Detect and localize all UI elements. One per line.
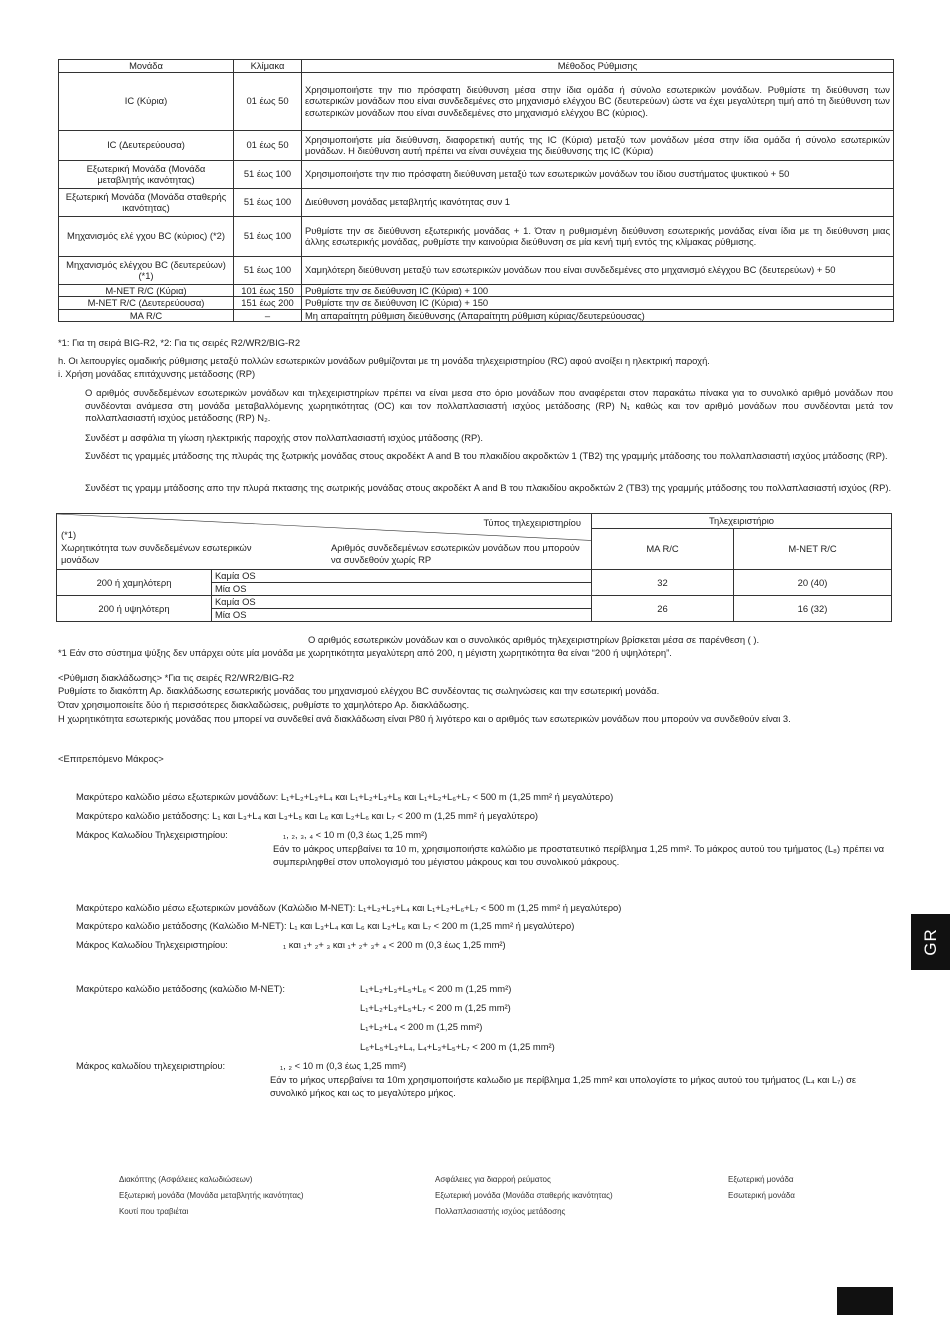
rp-paragraph-3: Συνδέστ τις γραμμές μτάδοσης της πλυράς της ξωτρικής μονάδας στους ακροδέκτ A and B του πλακιδίου ακροδκτών 1 (TB2) της γραμμής μτάδοσης του πολλαπλασιαστή ισχύος μτάδοσης (RP). <box>85 450 888 461</box>
table-header-row <box>59 60 894 73</box>
note-marker: (*1) <box>61 529 77 540</box>
cell-unit: Εξωτερική Μονάδα (Μονάδα σταθερής ικανότητας) <box>59 188 234 216</box>
rp-units-table <box>56 513 892 622</box>
diagonal-header-cell <box>57 514 592 570</box>
rp-paragraph-1: Ο αριθμός συνδεδεμένων εσωτερικών μονάδων και τηλεχειριστηρίων πρέπει να είναι μεσα στο όριο μονάδων που αναφέρεται στον παρακάτω πίνακα για το συνολικό αριθμό μονάδων που συνδέονται ανάμεσα στη μονάδα μεταβαλλόμενης χωρητικότητας (OC) και τον πολλαπλασιαστή ισχύος μετάδοσης (RP) N₁ καθώς και τον αριθμό μονάδων που συνδέονται μετά τον πολλαπλασιαστή ισχύος μετάδοσης (RP) N₂. <box>85 387 893 424</box>
cell-unit: IC (Κύρια) <box>59 72 234 130</box>
unit-count-label: Αριθμός συνδεδεμένων εσωτερικών μονάδων που μπορούν να συνδεθούν χωρίς RP <box>331 542 580 565</box>
cell-unit: MA R/C <box>59 309 234 322</box>
cell-range: 01 έως 50 <box>234 72 302 130</box>
table2-footnote: *1 Εάν στο σύστημα ψύξης δεν υπάρχει ούτε μία μονάδα με χωρητικότητα μεγαλύτερη από 200, η μέγιστη χωρητικότητα θα είναι “200 ή υψηλότερη”. <box>58 647 672 658</box>
cell-range: 151 έως 200 <box>234 297 302 310</box>
remote-header: Τηλεχειριστήριο <box>592 514 892 529</box>
col-header-method: Μέθοδος Ρύθμισης <box>302 60 894 73</box>
cell-unit: M-NET R/C (Δευτερεύουσα) <box>59 297 234 310</box>
cell-range: 01 έως 50 <box>234 130 302 160</box>
table-row <box>59 160 894 188</box>
legend-item: Εξωτερική μονάδα (Μονάδα σταθερής ικανότητας) <box>435 1191 613 1200</box>
cell-range: 51 έως 100 <box>234 216 302 256</box>
block3-note: Εάν το μήκος υπερβαίνει τα 10m χρησιμοποιήστε καλωδιο με περίβλημα 1,25 mm² και υπολογίστε το μήκος αυτού του τμήματος (L₄ και L₇) σε συνολικό μήκος και ως το μεγαλύτερο μήκος. <box>270 1074 857 1098</box>
block3-label: Μακρύτερο καλώδιο μετάδοσης (καλώδιο M-NET): <box>76 983 286 994</box>
cell-os: Μία OS <box>212 609 592 622</box>
block3-formula-1: L₁+L₂+L₃+L₅+L₆ < 200 m (1,25 mm²) <box>360 983 512 994</box>
branch-title: <Ρύθμιση διακλάδωσης> *Για τις σειρές R2/WR2/BIG-R2 <box>58 672 295 683</box>
cell-range: 51 έως 100 <box>234 160 302 188</box>
table-row <box>59 72 894 130</box>
block1-line-1: Μακρύτερο καλώδιο μέσω εξωτερικών μονάδων: L₁+L₂+L₃+L₄ και L₁+L₂+L₃+L₅ και L₁+L₂+L₆+L₇ < 500 m (1,25 mm² ή μεγαλύτερο) <box>76 791 614 802</box>
legend-item: Εξωτερική μονάδα <box>728 1175 794 1184</box>
cell-unit: Εξωτερική Μονάδα (Μονάδα μεταβλητής ικανότητας) <box>59 160 234 188</box>
table1-footnote: *1: Για τη σειρά BIG-R2, *2: Για τις σειρές R2/WR2/BIG-R2 <box>58 337 301 348</box>
page-number-box <box>837 1287 893 1315</box>
table2-paren-note: Ο αριθμός εσωτερικών μονάδων και ο συνολικός αριθμός τηλεχειριστηρίων βρίσκεται μέσα σε παρένθεση ( ). <box>308 634 760 645</box>
table-header-row <box>57 514 892 529</box>
capacity-label: Χωρητικότητα των συνδεδεμένων εσωτερικών μονάδων <box>61 542 252 565</box>
cell-capacity: 200 ή υψηλότερη <box>57 596 212 622</box>
remote-type-label: Τύπος τηλεχειριστηρίου <box>483 517 581 528</box>
branch-line-1: Ρυθμίστε το διακόπτη Αρ. διακλάδωσης εσωτερικής μονάδας του μηχανισμού ελέγχου BC συνδέοντας τις σωληνώσεις και την εσωτερική μονάδα. <box>58 685 660 696</box>
language-tab <box>911 914 950 970</box>
branch-line-3: Η χωρητικότητα εσωτερικής μονάδας που μπορεί να συνδεθεί ανά διακλάδωση είναι P80 ή λιγότερο και ο αριθμός των εσωτερικών μονάδων που μπορούν να συνδεθούν είναι 3. <box>58 713 791 724</box>
cell-method: Ρυθμίστε την σε διεύθυνση IC (Κύρια) + 150 <box>302 297 894 310</box>
table-row <box>59 188 894 216</box>
block2-line-2: Μακρύτερο καλώδιο μετάδοσης (Καλώδιο M-NET): L₁ και L₃+L₄ και L₆ και L₂+L₆ και L₇ < 200 m (1,25 mm² ή μεγαλύτερο) <box>76 920 575 931</box>
cell-ma: 32 <box>592 570 734 596</box>
cell-range: – <box>234 309 302 322</box>
col-header-range: Κλίμακα <box>234 60 302 73</box>
legend-item: Διακόπτης (Ασφάλειες καλωδιώσεων) <box>119 1175 253 1184</box>
item-i: i. Χρήση μονάδας επιτάχυνσης μετάδοσης (RP) <box>58 368 256 379</box>
cell-os: Καμία OS <box>212 596 592 609</box>
cell-unit: Μηχανισμός ελέ γχου BC (κύριος) (*2) <box>59 216 234 256</box>
cell-unit: M-NET R/C (Κύρια) <box>59 284 234 297</box>
cell-method: Χαμηλότερη διεύθυνση μεταξύ των εσωτερικών μονάδων που είναι συνδεδεμένες στο μηχανισμό ελέγχου BC (δευτερεύων) + 50 <box>302 256 894 284</box>
block1-rc-values: ₁, ₂, ₃, ₄ < 10 m (0,3 έως 1,25 mm²) <box>283 829 428 840</box>
block3-formula-4: L₆+L₅+L₃+L₄, L₄+L₃+L₅+L₇ < 200 m (1,25 mm²) <box>360 1041 555 1052</box>
cell-method: Διεύθυνση μονάδας μεταβλητής ικανότητας συν 1 <box>302 188 894 216</box>
rp-paragraph-2: Συνδέστ μ ασφάλια τη γίωση ηλεκτρικής παροχής στον πολλαπλασιαστή ισχύος μτάδοσης (RP). <box>85 432 484 443</box>
block3-rc-label: Μάκρος καλωδίου τηλεχειριστηρίου: <box>76 1060 226 1071</box>
table-row <box>59 284 894 297</box>
cell-range: 101 έως 150 <box>234 284 302 297</box>
block3-formula-3: L₁+L₂+L₄ < 200 m (1,25 mm²) <box>360 1021 483 1032</box>
cell-method: Ρυθμίστε την σε διεύθυνση εξωτερικής μονάδας + 1. Όταν η ρυθμισμένη διεύθυνση εσωτερικής μονάδας είναι ίδια με τη διεύθυνση μιας άλλης εσωτερικής μονάδας, ρυθμίστε την καινούρια διεύθυνση σε μία κενή τιμή εντός της κλίμακας ρύθμισης. <box>302 216 894 256</box>
block3-formula-2: L₁+L₂+L₃+L₅+L₇ < 200 m (1,25 mm²) <box>360 1002 511 1013</box>
table-row <box>57 570 892 583</box>
cell-ma: 26 <box>592 596 734 622</box>
legend-item: Πολλαπλασιαστής ισχύος μετάδοσης <box>435 1207 566 1216</box>
table-row <box>59 297 894 310</box>
table-row <box>59 309 894 322</box>
cell-method: Χρησιμοποιήστε την πιο πρόσφατη διεύθυνση μεταξύ των εσωτερικών μονάδων του ίδιου συστήματος ψυκτικού + 50 <box>302 160 894 188</box>
table-row <box>59 256 894 284</box>
table-row <box>57 596 892 609</box>
legend-item: Κουτί που τραβιέται <box>119 1207 189 1216</box>
legend-item: Εξωτερική μονάδα (Μονάδα μεταβλητής ικανότητας) <box>119 1191 304 1200</box>
col-header-unit: Μονάδα <box>59 60 234 73</box>
branch-line-2: Όταν χρησιμοποιείτε δύο ή περισσότερες διακλαδώσεις, ρυθμίστε το χαμηλότερο Αρ. διακλάδωσης. <box>58 699 470 710</box>
cell-range: 51 έως 100 <box>234 256 302 284</box>
cell-method: Χρησιμοποιήστε μία διεύθυνση, διαφορετική αυτής της IC (Κύρια) μεταξύ των μονάδων μέσα στην ίδια ομάδα ή σύνολο εσωτερικών μονάδων. Η διεύθυνση αυτή πρέπει να είναι συνέχεια της διεύθυνσης της IC (Κύρια) <box>302 130 894 160</box>
table-row <box>59 130 894 160</box>
block2-rc-values: ₁ και ₁+ ₂+ ₃ και ₁+ ₂+ ₃+ ₄ < 200 m (0,3 έως 1,25 mm²) <box>283 939 506 950</box>
legend-item: Εσωτερική μονάδα <box>728 1191 795 1200</box>
block3-rc-values: ₁, ₂ < 10 m (0,3 έως 1,25 mm²) <box>280 1060 407 1071</box>
block2-rc-label: Μάκρος Καλωδίου Τηλεχειριστηρίου: <box>76 939 228 950</box>
cell-os: Καμία OS <box>212 570 592 583</box>
col-header-mnet: M-NET R/C <box>734 529 892 570</box>
cell-range: 51 έως 100 <box>234 188 302 216</box>
cell-method: Μη απαραίτητη ρύθμιση διεύθυνσης (Απαραίτητη ρύθμιση κύριας/δευτερεύουσας) <box>302 309 894 322</box>
length-title: <Επιτρεπόμενο Μάκρος> <box>58 753 164 764</box>
table-row <box>59 216 894 256</box>
cell-method: Ρυθμίστε την σε διεύθυνση IC (Κύρια) + 100 <box>302 284 894 297</box>
cell-method: Χρησιμοποιήστε την πιο πρόσφατη διεύθυνση μέσα στην ίδια ομάδα ή σύνολο εσωτερικών μονάδων. Ρυθμίστε τη διεύθυνση των εσωτερικών μονάδων που είναι συνδεδεμένες στο μηχανισμό ελέγχου BC (δευτερεύων) ώστε να έχει μεγαλύτερη τιμή από τη διεύθυνση των εσωτερικών μονάδων που είναι συνδεδεμένες στο μηχανισμό ελέγχου BC (κύριος). <box>302 72 894 130</box>
cell-unit: Μηχανισμός ελέγχου BC (δευτερεύων) (*1) <box>59 256 234 284</box>
block2-line-1: Μακρύτερο καλώδιο μέσω εξωτερικών μονάδων (Καλώδιο M-NET): L₁+L₂+L₃+L₄ και L₁+L₂+L₆+L₇ < 500 m (1,25 mm² ή μεγαλύτερο) <box>76 902 622 913</box>
legend-item: Ασφάλειες για διαρροή ρεύματος <box>435 1175 551 1184</box>
cell-mnet: 20 (40) <box>734 570 892 596</box>
block1-rc-label: Μάκρος Καλωδίου Τηλεχειριστηρίου: <box>76 829 228 840</box>
cell-mnet: 16 (32) <box>734 596 892 622</box>
cell-os: Μία OS <box>212 583 592 596</box>
rp-paragraph-4: Συνδέστ τις γραμμ μτάδοσης απο την πλυρά πκτασης της σωτρικής μονάδας στους ακροδέκτ A and B του πλακιδίου ακροδκτών 2 (TB3) της γραμμής μτάδοσης του πολλαπλασιαστή ισχύος (RP). <box>85 482 892 493</box>
item-h: h. Οι λειτουργίες ομαδικής ρύθμισης μεταξύ πολλών εσωτερικών μονάδων ρυθμίζονται με τη μονάδα τηλεχειριστηρίου (RC) αφού ανοίξει η ηλεκτρική παροχή. <box>58 355 710 366</box>
address-settings-table <box>58 59 894 322</box>
cell-capacity: 200 ή χαμηλότερη <box>57 570 212 596</box>
cell-unit: IC (Δευτερεύουσα) <box>59 130 234 160</box>
block1-line-2: Μακρύτερο καλώδιο μετάδοσης: L₁ και L₃+L₄ και L₃+L₅ και L₆ και L₂+L₆ και L₇ < 200 m (1,25 mm² ή μεγαλύτερο) <box>76 810 539 821</box>
language-tab-label: GR <box>920 928 940 956</box>
block1-note: Εάν το μάκρος υπερβαίνει τα 10 m, χρησιμοποιήστε καλώδιο με προστατευτικό περίβλημα 1,25 mm². Το μάκρος αυτού του τμήματος (L₈) πρέπει να συμπεριληφθεί στον υπολογισμό του μέγιστου μάκρους και του συνολικού μάκρους. <box>273 843 885 867</box>
col-header-ma: MA R/C <box>592 529 734 570</box>
